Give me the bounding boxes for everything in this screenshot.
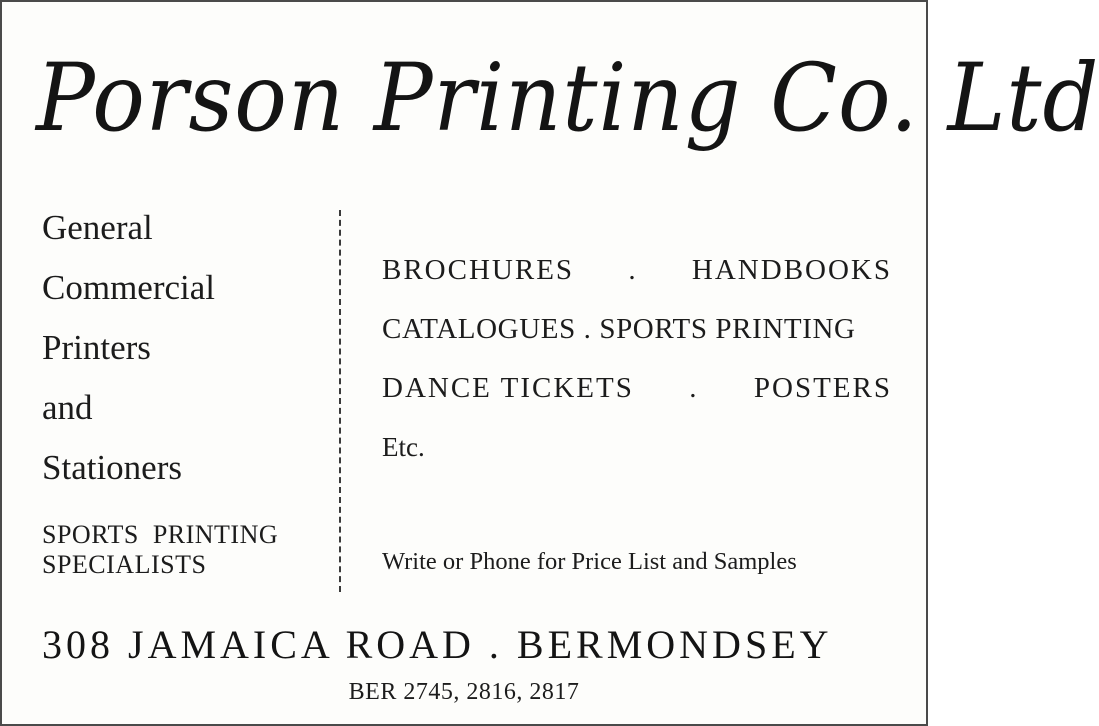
service-item: HANDBOOKS (691, 254, 892, 286)
service-item: POSTERS (753, 372, 892, 404)
services-row (382, 366, 892, 425)
address-line: 308 JAMAICA ROAD . BERMONDSEY (42, 622, 833, 667)
description-line: Stationers (42, 448, 182, 487)
services-list (382, 248, 892, 469)
service-item: CATALOGUES . SPORTS PRINTING (382, 313, 856, 345)
description-column (42, 202, 312, 502)
description-line: General (42, 208, 153, 247)
phone-numbers: BER 2745, 2816, 2817 (348, 679, 580, 705)
description-line: Commercial (42, 268, 216, 307)
service-separator: . (689, 372, 699, 404)
column-divider (339, 210, 341, 592)
description-line: Printers (42, 328, 151, 367)
service-item: BROCHURES (382, 254, 575, 286)
specialist-note (42, 520, 332, 580)
write-or-phone-note: Write or Phone for Price List and Samples (382, 548, 797, 575)
description-line: and (42, 388, 93, 427)
service-separator: . (628, 254, 638, 286)
specialist-line: SPECIALISTS (42, 550, 207, 579)
company-title: Porson Printing Co. Ltd (36, 44, 1099, 153)
service-item: DANCE TICKETS (382, 372, 634, 404)
services-row (382, 307, 892, 366)
services-row (382, 248, 892, 307)
services-etc: Etc. (382, 432, 425, 462)
specialist-line: SPORTS PRINTING (42, 520, 279, 549)
